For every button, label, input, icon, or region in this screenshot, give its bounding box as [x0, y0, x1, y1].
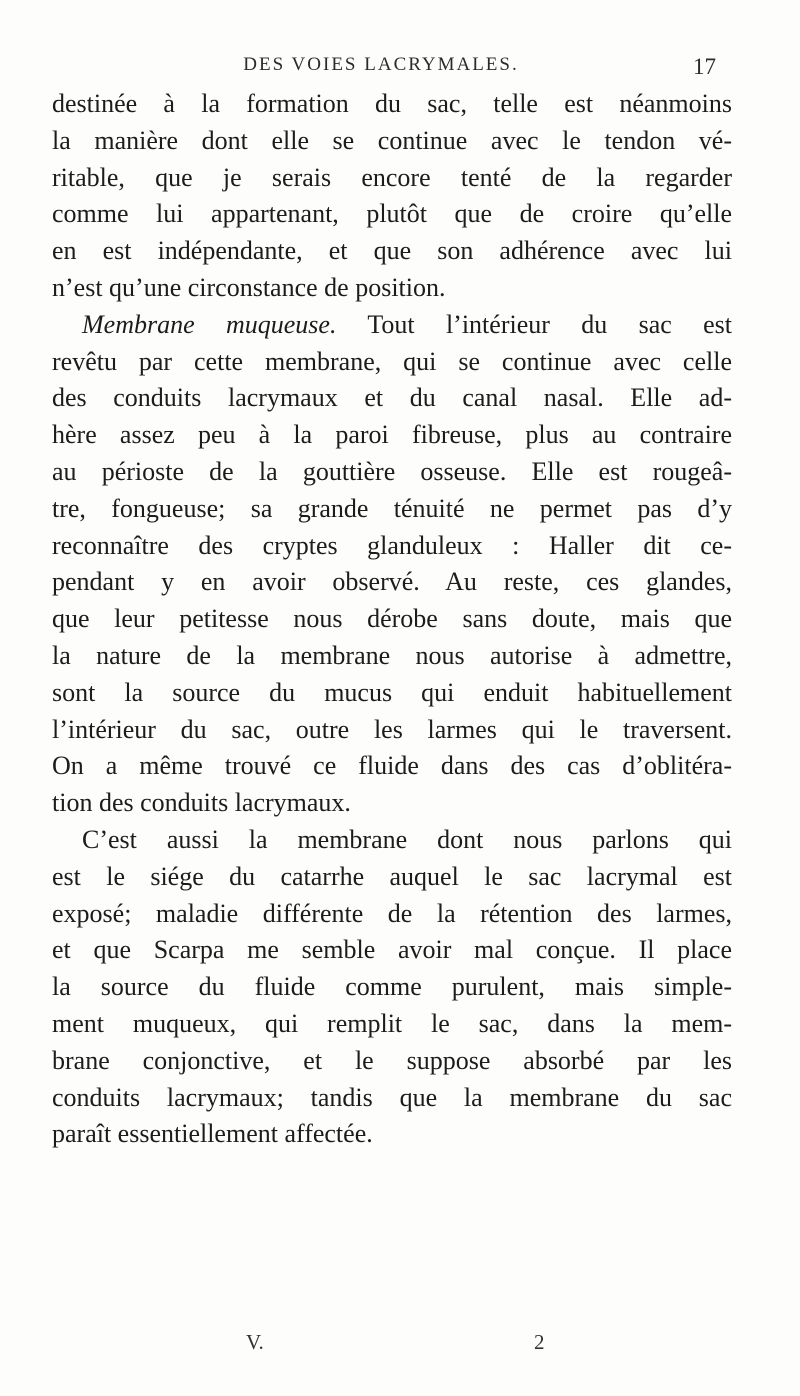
page-footer — [0, 1330, 800, 1360]
page-header — [36, 54, 726, 88]
text-line: ritable, que je serais encore tenté de la regarder — [52, 162, 732, 192]
running-head: DES VOIES LACRYMALES. — [243, 54, 519, 75]
text-line: l’intérieur du sac, outre les larmes qui le traversent. — [52, 714, 732, 744]
text-line: sont la source du mucus qui enduit habituellement — [52, 677, 732, 707]
text-line: exposé; maladie différente de la rétention des larmes, — [52, 898, 732, 928]
text-line: la manière dont elle se continue avec le tendon vé- — [52, 125, 732, 155]
text-line: paraît essentiellement affectée. — [52, 1119, 373, 1149]
paragraph-first-line: C’est aussi la membrane dont nous parlons qui — [82, 824, 732, 854]
text-line: en est indépendante, et que son adhérence avec lui — [52, 236, 732, 266]
gathering-signature: 2 — [534, 1330, 545, 1354]
text-line: pendant y en avoir observé. Au reste, ces glandes, — [52, 567, 732, 597]
text-line: des conduits lacrymaux et du canal nasal. Elle ad- — [52, 383, 732, 413]
section-heading: Membrane muqueuse. — [82, 309, 337, 339]
text-line: reconnaître des cryptes glanduleux : Haller dit ce- — [52, 530, 732, 560]
text-line: que leur petitesse nous dérobe sans doute, mais que — [52, 604, 732, 634]
text-line: la source du fluide comme purulent, mais simple- — [52, 972, 732, 1002]
body-text — [52, 86, 732, 1153]
text-line: conduits lacrymaux; tandis que la membrane du sac — [52, 1082, 732, 1112]
page-number: 17 — [693, 54, 716, 79]
text-line: hère assez peu à la paroi fibreuse, plus au contraire — [52, 420, 732, 450]
text-line: est le siége du catarrhe auquel le sac lacrymal est — [52, 861, 732, 891]
text-line: ment muqueux, qui remplit le sac, dans la mem- — [52, 1008, 732, 1038]
paragraph-first-line — [52, 307, 732, 344]
text-line: brane conjonctive, et le suppose absorbé par les — [52, 1045, 732, 1075]
text-line: On a même trouvé ce fluide dans des cas d’oblitéra- — [52, 751, 732, 781]
text-line: comme lui appartenant, plutôt que de croire qu’elle — [52, 199, 732, 229]
text-line: tre, fongueuse; sa grande ténuité ne permet pas d’y — [52, 493, 732, 523]
text-run: Tout l’intérieur du sac est — [336, 309, 732, 339]
volume-signature: V. — [246, 1330, 264, 1354]
text-line: au périoste de la gouttière osseuse. Elle est rougeâ- — [52, 456, 732, 486]
text-line: n’est qu’une circonstance de position. — [52, 272, 446, 302]
text-line: la nature de la membrane nous autorise à admettre, — [52, 640, 732, 670]
text-line: et que Scarpa me semble avoir mal conçue. Il place — [52, 935, 732, 965]
text-line: tion des conduits lacrymaux. — [52, 788, 351, 818]
text-line: destinée à la formation du sac, telle est néanmoins — [52, 89, 732, 118]
text-line: revêtu par cette membrane, qui se continue avec celle — [52, 346, 732, 376]
